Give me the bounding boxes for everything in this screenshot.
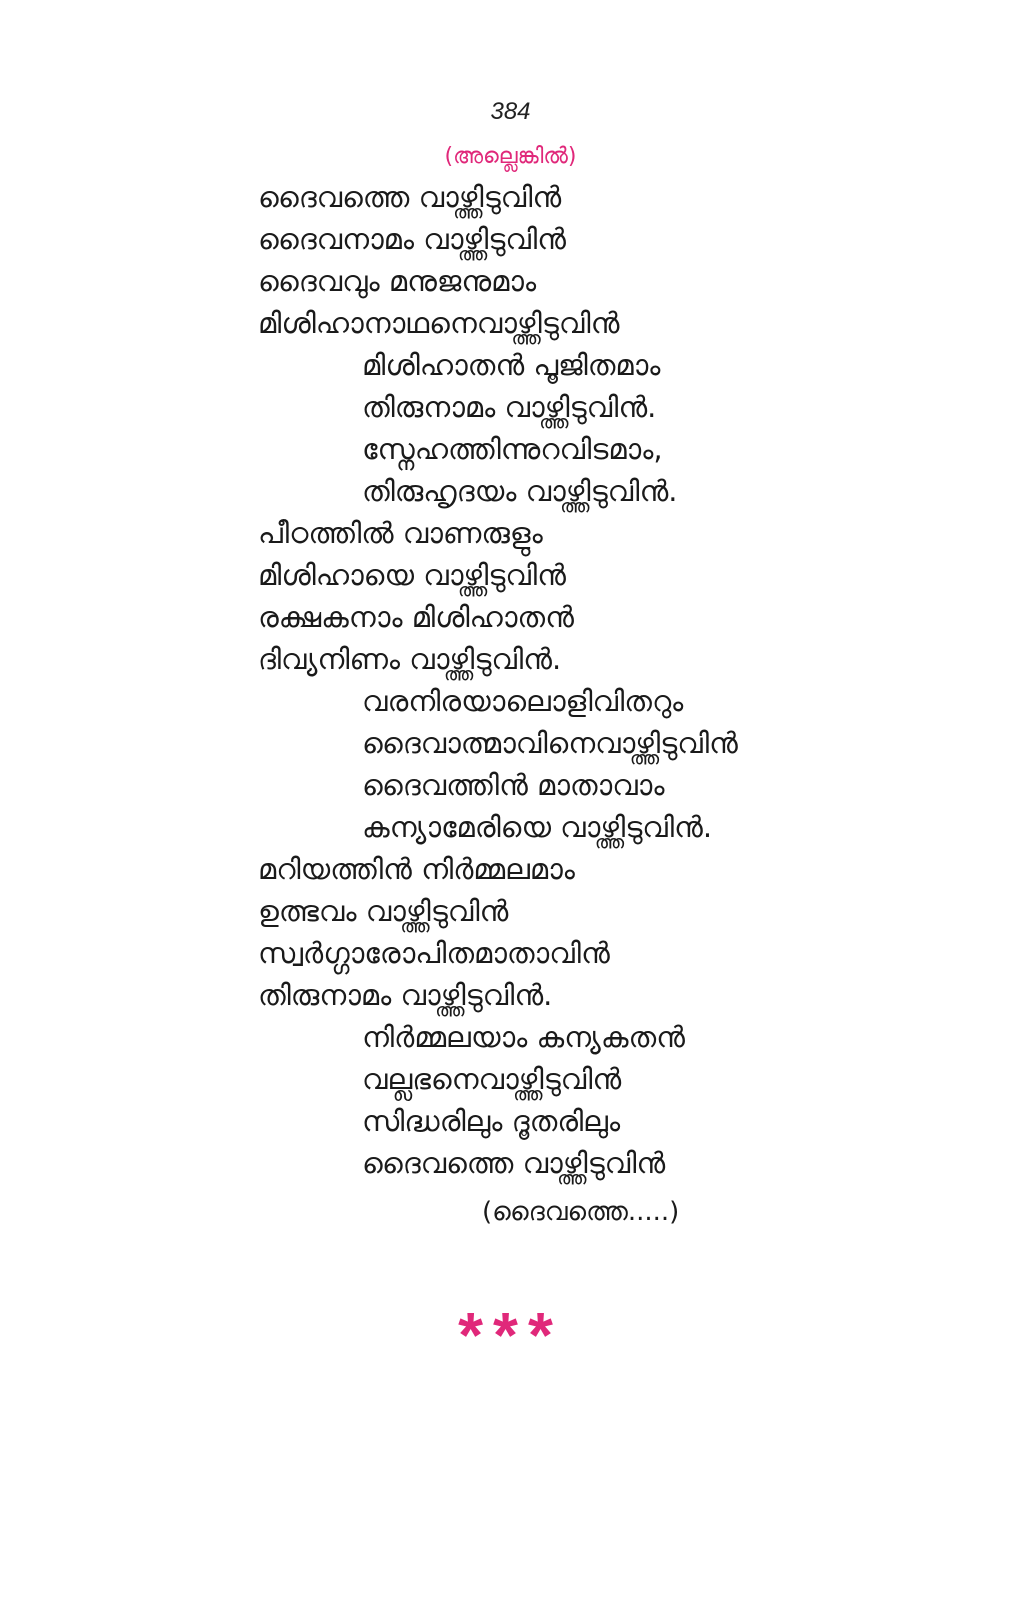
page-number: 384 — [490, 98, 531, 125]
poem-line: സിദ്ധരിലും ദൂതരിലും — [362, 1104, 621, 1138]
poem-line: പീഠത്തിൽ വാണരുളും — [258, 516, 543, 550]
poem-line: നിർമ്മലയാം കന്യകതൻ — [362, 1020, 685, 1054]
poem-line: ദൈവവും മനുജനുമാം — [258, 264, 537, 298]
repeat-cue: (ദൈവത്തെ.....) — [482, 1197, 680, 1227]
poem-line: ഉത്ഭവം വാഴ്ത്തിടുവിൻ — [258, 894, 509, 928]
poem-line: ദൈവത്തെ വാഴ്ത്തിടുവിൻ — [258, 180, 562, 214]
poem-line: രക്ഷകനാം മിശിഹാതൻ — [258, 600, 574, 634]
poem-line: ദൈവനാമം വാഴ്ത്തിടുവിൻ — [258, 222, 566, 256]
section-end-mark: *** — [458, 1299, 563, 1371]
poem-line: ദൈവത്തെ വാഴ്ത്തിടുവിൻ — [362, 1146, 666, 1180]
poem-line: കന്യാമേരിയെ വാഴ്ത്തിടുവിൻ. — [362, 810, 713, 844]
poem-line: മറിയത്തിൻ നിർമ്മലമാം — [258, 852, 575, 886]
poem-line: തിരുനാമം വാഴ്ത്തിടുവിൻ. — [362, 390, 657, 424]
poem-line: മിശിഹായെ വാഴ്ത്തിടുവിൻ — [258, 558, 566, 592]
poem-line: ദിവ്യനിണം വാഴ്ത്തിടുവിൻ. — [258, 642, 562, 676]
poem-line: വരനിരയാലൊളിവിതറും — [362, 684, 684, 718]
poem-line: മിശിഹാതൻ പൂജിതമാം — [362, 348, 661, 382]
poem-line: വല്ലഭനെവാഴ്ത്തിടുവിൻ — [362, 1062, 622, 1096]
poem-line: മിശിഹാനാഥനെവാഴ്ത്തിടുവിൻ — [258, 306, 620, 340]
poem-line: ദൈവത്തിൻ മാതാവാം — [362, 768, 665, 802]
poem-line: സ്വർഗ്ഗാരോപിതമാതാവിൻ — [258, 936, 610, 970]
alternate-heading: (അല്ലെങ്കിൽ) — [444, 144, 577, 169]
poem-line: ദൈവാത്മാവിനെവാഴ്ത്തിടുവിൻ — [362, 726, 738, 760]
poem-line: തിരുഹൃദയം വാഴ്ത്തിടുവിൻ. — [362, 474, 678, 508]
poem-line: തിരുനാമം വാഴ്ത്തിടുവിൻ. — [258, 978, 553, 1012]
poem-line: സ്നേഹത്തിന്നുറവിടമാം, — [362, 432, 663, 466]
